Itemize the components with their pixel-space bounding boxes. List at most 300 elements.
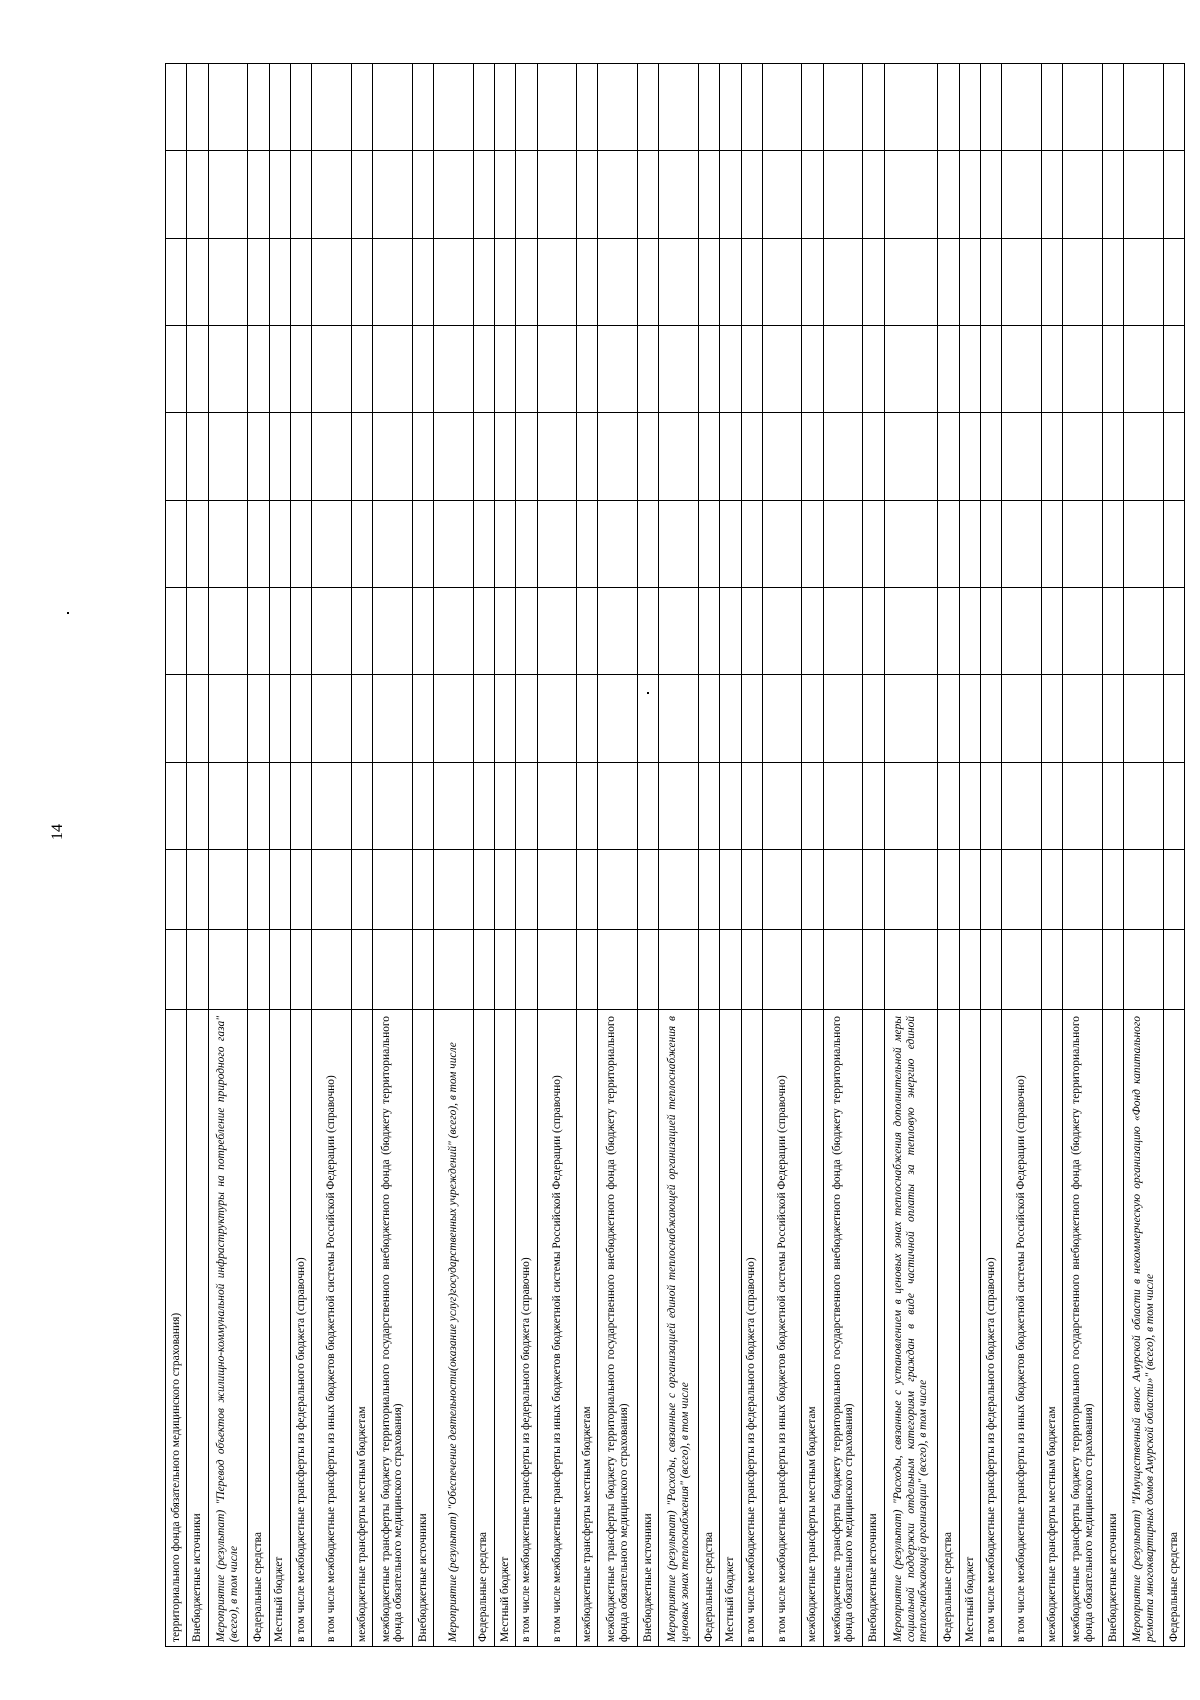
value-cell (516, 850, 536, 930)
value-cell (960, 675, 980, 762)
row-label-text: Федеральные средства (1167, 1532, 1180, 1642)
table-row (981, 64, 1002, 1646)
value-cell (960, 501, 980, 588)
row-label (638, 1010, 658, 1646)
value-cell (474, 588, 494, 675)
value-cell (209, 588, 248, 675)
row-label (763, 1010, 802, 1646)
value-cell (187, 64, 207, 151)
value-cell (699, 326, 719, 413)
value-cell (270, 850, 290, 930)
value-cell (1124, 501, 1163, 588)
value-cell (352, 151, 372, 238)
value-cell (434, 151, 473, 238)
value-cell (863, 850, 883, 930)
table-row (516, 64, 537, 1646)
value-cell (742, 763, 762, 850)
value-cell (1164, 501, 1184, 588)
value-cell (763, 850, 802, 930)
value-cell (1063, 588, 1102, 675)
value-cell (434, 326, 473, 413)
value-cell (699, 675, 719, 762)
value-cell (1164, 413, 1184, 500)
value-cell (1042, 501, 1062, 588)
value-cell (720, 151, 740, 238)
value-cell (885, 501, 938, 588)
value-cell (538, 930, 577, 1010)
value-cell (938, 675, 958, 762)
value-cell (960, 239, 980, 326)
value-cell (659, 413, 698, 500)
value-cell (291, 326, 311, 413)
value-cell (981, 151, 1001, 238)
value-cell (1002, 239, 1041, 326)
value-cell (638, 413, 658, 500)
value-cell (1002, 326, 1041, 413)
value-cell (577, 326, 597, 413)
value-cell (824, 501, 863, 588)
value-cell (413, 850, 433, 930)
value-cell (960, 930, 980, 1010)
value-cell (598, 588, 637, 675)
value-cell (763, 930, 802, 1010)
value-cell (209, 763, 248, 850)
value-cell (248, 675, 268, 762)
value-cell (763, 413, 802, 500)
value-cell (413, 930, 433, 1010)
value-cell (474, 850, 494, 930)
value-cell (516, 239, 536, 326)
value-cell (938, 64, 958, 151)
value-cell (187, 930, 207, 1010)
value-cell (659, 64, 698, 151)
value-cell (763, 239, 802, 326)
row-label (474, 1010, 494, 1646)
value-cell (474, 413, 494, 500)
value-cell (863, 588, 883, 675)
value-cell (434, 675, 473, 762)
table-row (373, 64, 413, 1646)
value-cell (495, 239, 515, 326)
table-row (598, 64, 638, 1646)
value-cell (538, 239, 577, 326)
value-cell (495, 763, 515, 850)
row-label (577, 1010, 597, 1646)
value-cell (981, 501, 1001, 588)
value-cell (802, 326, 822, 413)
value-cell (938, 501, 958, 588)
value-cell (209, 151, 248, 238)
value-cell (981, 64, 1001, 151)
value-cell (824, 675, 863, 762)
table-row (720, 64, 741, 1646)
value-cell (960, 64, 980, 151)
row-label (1063, 1010, 1102, 1646)
value-cell (248, 588, 268, 675)
value-cell (720, 501, 740, 588)
value-cell (209, 501, 248, 588)
value-cell (166, 850, 186, 930)
value-cell (863, 151, 883, 238)
value-cell (1042, 763, 1062, 850)
row-label-text: территориального фонда обязательного медицинского страхования) (169, 1312, 182, 1642)
value-cell (474, 326, 494, 413)
value-cell (1164, 326, 1184, 413)
value-cell (1063, 850, 1102, 930)
value-cell (863, 413, 883, 500)
value-cell (1103, 930, 1123, 1010)
value-cell (638, 675, 658, 762)
value-cell (863, 239, 883, 326)
value-cell (742, 930, 762, 1010)
value-cell (187, 501, 207, 588)
table-row (413, 64, 434, 1646)
row-label-text: Мероприятие (результат) "Расходы, связанные с установлением в ценовых зонах теплоснабжения дополнительной меры социальной поддержки отдельным категориям граждан в виде частичной оплаты за тепловую энергию единой теплоснабжающей организации" (всего), в том числе (892, 1016, 930, 1642)
value-cell (763, 675, 802, 762)
value-cell (270, 151, 290, 238)
value-cell (1103, 64, 1123, 151)
value-cell (763, 588, 802, 675)
row-label (270, 1010, 290, 1646)
value-cell (638, 850, 658, 930)
row-label (291, 1010, 311, 1646)
value-cell (1002, 763, 1041, 850)
value-cell (960, 850, 980, 930)
table-row (209, 64, 249, 1646)
row-label (1164, 1010, 1184, 1646)
value-cell (1063, 413, 1102, 500)
value-cell (1002, 850, 1041, 930)
value-cell (960, 763, 980, 850)
value-cell (1002, 501, 1041, 588)
value-cell (577, 930, 597, 1010)
row-label-text: межбюджетные трансферты бюджету территориального государственного внебюджетного фонда (бюджету территориального фонда обязательного медицинского страхования) (1070, 1016, 1095, 1642)
value-cell (1124, 675, 1163, 762)
value-cell (352, 413, 372, 500)
table-row (312, 64, 352, 1646)
table-row (802, 64, 823, 1646)
value-cell (187, 850, 207, 930)
row-label-text: межбюджетные трансферты местным бюджетам (355, 1406, 368, 1642)
table-row (699, 64, 720, 1646)
value-cell (538, 675, 577, 762)
value-cell (291, 850, 311, 930)
value-cell (1103, 413, 1123, 500)
row-label-text: Внебюджетные источники (191, 1513, 204, 1642)
value-cell (802, 930, 822, 1010)
value-cell (291, 763, 311, 850)
value-cell (248, 326, 268, 413)
value-cell (824, 151, 863, 238)
row-label (434, 1010, 473, 1646)
value-cell (659, 930, 698, 1010)
value-cell (1042, 588, 1062, 675)
value-cell (474, 675, 494, 762)
value-cell (209, 64, 248, 151)
value-cell (373, 239, 412, 326)
value-cell (474, 930, 494, 1010)
value-cell (638, 501, 658, 588)
value-cell (538, 850, 577, 930)
row-label-text: в том числе межбюджетные трансферты из иных бюджетов бюджетной системы Российской Федерации (справочно) (550, 1075, 563, 1642)
value-cell (1063, 501, 1102, 588)
value-cell (598, 239, 637, 326)
value-cell (538, 326, 577, 413)
row-label-text: Внебюджетные источники (641, 1513, 654, 1642)
value-cell (885, 850, 938, 930)
value-cell (270, 675, 290, 762)
value-cell (720, 930, 740, 1010)
value-cell (1002, 930, 1041, 1010)
page-number: 14 (49, 824, 66, 840)
value-cell (1063, 763, 1102, 850)
value-cell (209, 930, 248, 1010)
value-cell (802, 850, 822, 930)
value-cell (516, 64, 536, 151)
value-cell (312, 413, 351, 500)
row-label-text: Мероприятие (результат) "Перевод объектов жилищно-коммунальной инфраструктуры на потребление природного газа" (всего), в том числе (215, 1016, 240, 1642)
value-cell (474, 763, 494, 850)
value-cell (373, 64, 412, 151)
value-cell (1124, 588, 1163, 675)
value-cell (885, 930, 938, 1010)
value-cell (434, 930, 473, 1010)
value-cell (209, 675, 248, 762)
row-label-text: межбюджетные трансферты местным бюджетам (581, 1406, 593, 1642)
row-label (824, 1010, 863, 1646)
value-cell (802, 151, 822, 238)
value-cell (938, 413, 958, 500)
value-cell (638, 763, 658, 850)
value-cell (699, 64, 719, 151)
value-cell (981, 413, 1001, 500)
row-label-text: Федеральные средства (252, 1532, 265, 1642)
value-cell (981, 763, 1001, 850)
value-cell (577, 501, 597, 588)
value-cell (720, 326, 740, 413)
value-cell (312, 930, 351, 1010)
row-label (516, 1010, 536, 1646)
value-cell (960, 413, 980, 500)
value-cell (802, 239, 822, 326)
value-cell (885, 413, 938, 500)
row-label-text: Мероприятие (результат) "Обеспечение деятельности(оказание услуг)государственных учреждений" (всего), в том числе (447, 1042, 460, 1642)
value-cell (885, 675, 938, 762)
value-cell (373, 501, 412, 588)
value-cell (981, 930, 1001, 1010)
value-cell (413, 413, 433, 500)
value-cell (598, 850, 637, 930)
table-row (1103, 64, 1124, 1646)
value-cell (885, 151, 938, 238)
value-cell (352, 239, 372, 326)
value-cell (248, 239, 268, 326)
value-cell (802, 413, 822, 500)
value-cell (291, 413, 311, 500)
value-cell (720, 763, 740, 850)
value-cell (1002, 413, 1041, 500)
value-cell (863, 64, 883, 151)
value-cell (373, 151, 412, 238)
value-cell (699, 239, 719, 326)
value-cell (413, 763, 433, 850)
value-cell (538, 64, 577, 151)
table-row (187, 64, 208, 1646)
value-cell (187, 413, 207, 500)
row-label-text: Местный бюджет (724, 1556, 737, 1642)
value-cell (1042, 850, 1062, 930)
value-cell (699, 763, 719, 850)
value-cell (885, 326, 938, 413)
value-cell (638, 151, 658, 238)
value-cell (538, 763, 577, 850)
row-label-text: в том числе межбюджетные трансферты из федерального бюджета (справочно) (985, 1257, 997, 1642)
value-cell (638, 326, 658, 413)
value-cell (352, 64, 372, 151)
value-cell (1164, 239, 1184, 326)
value-cell (1063, 64, 1102, 151)
row-label (538, 1010, 577, 1646)
value-cell (166, 64, 186, 151)
row-label-text: в том числе межбюджетные трансферты из федерального бюджета (справочно) (294, 1257, 307, 1642)
value-cell (166, 763, 186, 850)
row-label (960, 1010, 980, 1646)
budget-table (165, 63, 1185, 1647)
value-cell (248, 501, 268, 588)
value-cell (720, 239, 740, 326)
value-cell (699, 930, 719, 1010)
value-cell (270, 501, 290, 588)
value-cell (1164, 850, 1184, 930)
row-label-text: Мероприятие (результат) "Расходы, связанные с организацией единой теплоснабжающей организацией теплоснабжения в ценовых зонах теплоснабжения" (всего), в том числе (666, 1016, 691, 1642)
value-cell (1042, 326, 1062, 413)
value-cell (474, 151, 494, 238)
value-cell (166, 588, 186, 675)
value-cell (659, 675, 698, 762)
row-label-text: межбюджетные трансферты бюджету территориального государственного внебюджетного фонда (бюджету территориального фонда обязательного медицинского страхования) (830, 1016, 856, 1642)
value-cell (270, 326, 290, 413)
value-cell (373, 930, 412, 1010)
value-cell (538, 501, 577, 588)
row-label-text: Местный бюджет (273, 1556, 286, 1642)
value-cell (413, 239, 433, 326)
table-row (659, 64, 699, 1646)
value-cell (720, 413, 740, 500)
value-cell (248, 64, 268, 151)
value-cell (824, 850, 863, 930)
row-label (248, 1010, 268, 1646)
value-cell (742, 675, 762, 762)
value-cell (495, 588, 515, 675)
value-cell (187, 326, 207, 413)
value-cell (270, 588, 290, 675)
value-cell (291, 588, 311, 675)
value-cell (312, 763, 351, 850)
value-cell (742, 64, 762, 151)
value-cell (495, 413, 515, 500)
value-cell (802, 501, 822, 588)
value-cell (248, 850, 268, 930)
value-cell (352, 588, 372, 675)
row-label (209, 1010, 248, 1646)
value-cell (373, 588, 412, 675)
value-cell (981, 326, 1001, 413)
table-row (885, 64, 939, 1646)
value-cell (373, 326, 412, 413)
value-cell (187, 151, 207, 238)
value-cell (1042, 413, 1062, 500)
value-cell (1103, 239, 1123, 326)
row-label-text: межбюджетные трансферты бюджету территориального государственного внебюджетного фонда (бюджету территориального фонда обязательного медицинского страхования) (605, 1016, 630, 1642)
value-cell (413, 326, 433, 413)
value-cell (1103, 763, 1123, 850)
value-cell (981, 675, 1001, 762)
row-label-text: Федеральные средства (942, 1532, 955, 1642)
value-cell (166, 501, 186, 588)
value-cell (577, 151, 597, 238)
value-cell (577, 239, 597, 326)
value-cell (495, 850, 515, 930)
value-cell (373, 850, 412, 930)
row-label (1103, 1010, 1123, 1646)
table-row (1002, 64, 1042, 1646)
value-cell (598, 64, 637, 151)
value-cell (373, 763, 412, 850)
value-cell (1103, 850, 1123, 930)
value-cell (434, 239, 473, 326)
row-label (352, 1010, 372, 1646)
row-label-text: Внебюджетные источники (1106, 1513, 1119, 1642)
value-cell (742, 151, 762, 238)
value-cell (598, 413, 637, 500)
value-cell (598, 501, 637, 588)
value-cell (638, 588, 658, 675)
table-row (248, 64, 269, 1646)
value-cell (802, 675, 822, 762)
table-row (291, 64, 312, 1646)
value-cell (352, 501, 372, 588)
row-label-text: Федеральные средства (702, 1532, 715, 1642)
value-cell (474, 501, 494, 588)
value-cell (863, 326, 883, 413)
value-cell (598, 151, 637, 238)
value-cell (495, 64, 515, 151)
value-cell (1124, 239, 1163, 326)
value-cell (1002, 64, 1041, 151)
value-cell (1063, 151, 1102, 238)
value-cell (763, 763, 802, 850)
row-label-text: Местный бюджет (498, 1556, 511, 1642)
value-cell (516, 326, 536, 413)
value-cell (312, 239, 351, 326)
value-cell (187, 763, 207, 850)
value-cell (312, 588, 351, 675)
value-cell (742, 501, 762, 588)
value-cell (763, 64, 802, 151)
value-cell (413, 64, 433, 151)
value-cell (1042, 64, 1062, 151)
value-cell (270, 930, 290, 1010)
value-cell (187, 239, 207, 326)
value-cell (659, 239, 698, 326)
table-row (538, 64, 578, 1646)
value-cell (312, 326, 351, 413)
value-cell (638, 239, 658, 326)
value-cell (1103, 501, 1123, 588)
table-row (166, 64, 187, 1646)
value-cell (413, 588, 433, 675)
value-cell (742, 239, 762, 326)
